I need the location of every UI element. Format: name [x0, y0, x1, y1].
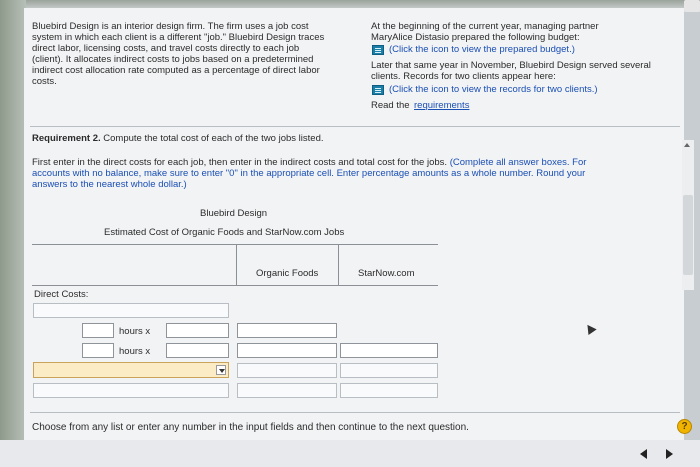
- intro-left-line-4: (client). It allocates indirect costs to jobs based on a predetermined: [32, 54, 314, 65]
- instructions-line-2: accounts with no balance, make sure to enter "0" in the appropriate cell. Enter percentage amounts as a whole number. Round your: [32, 168, 586, 179]
- chevron-down-icon[interactable]: [216, 365, 226, 375]
- hours-input-2[interactable]: [82, 343, 114, 358]
- instructions-line-1-text: First enter in the direct costs for each job, then enter in the indirect costs and total cost for the jobs.: [32, 157, 448, 168]
- requirement-text: Compute the total cost of each of the two jobs listed.: [103, 133, 324, 144]
- col-header-starnow: StarNow.com: [358, 268, 415, 279]
- table-header-rule: [32, 285, 438, 286]
- organic-foods-row-2-input[interactable]: [237, 323, 337, 338]
- photo-edge-left: [0, 0, 26, 467]
- hours-input-1[interactable]: [82, 323, 114, 338]
- intro-left-line-3: direct labor, licensing costs, and travel costs directly to each job: [32, 43, 300, 54]
- hours-x-label-1: hours x: [119, 326, 151, 337]
- table-subtitle: Estimated Cost of Organic Foods and StarNow.com Jobs: [104, 227, 345, 238]
- help-button[interactable]: ?: [677, 419, 692, 434]
- requirement-label: Requirement 2.: [32, 133, 101, 144]
- rate-input-1[interactable]: [166, 323, 229, 338]
- col-header-organic-foods: Organic Foods: [256, 268, 319, 279]
- records-link[interactable]: (Click the icon to view the records for two clients.): [389, 84, 598, 95]
- direct-cost-account-dropdown[interactable]: [33, 362, 229, 378]
- budget-table-icon[interactable]: [372, 45, 384, 55]
- records-table-icon[interactable]: [372, 85, 384, 95]
- direct-costs-label: Direct Costs:: [34, 289, 89, 300]
- intro-right-line-1: At the beginning of the current year, managing partner: [371, 21, 599, 32]
- bottom-nav-bar: [0, 440, 700, 467]
- read-the-label: Read the: [371, 100, 410, 111]
- starnow-row-3-input[interactable]: [340, 343, 438, 358]
- table-company: Bluebird Design: [200, 208, 268, 219]
- footer-divider: [30, 412, 680, 413]
- next-question-icon[interactable]: [666, 449, 673, 459]
- intro-left-line-2: system in which each client is a different "job." Bluebird Design traces: [32, 32, 325, 43]
- intro-left-line-6: costs.: [32, 76, 57, 87]
- budget-link[interactable]: (Click the icon to view the prepared budget.): [389, 44, 575, 55]
- instructions-line-1: [32, 157, 586, 168]
- window-corner-icon: [684, 0, 700, 12]
- intro-right-line-4: clients. Records for two clients appear here:: [371, 71, 556, 82]
- scrollbar-thumb[interactable]: [683, 195, 693, 275]
- table-top-rule: [32, 244, 438, 245]
- previous-question-icon[interactable]: [640, 449, 647, 459]
- footer-prompt: Choose from any list or enter any number in the input fields and then continue to the next question.: [32, 422, 469, 433]
- requirement-line: [32, 133, 324, 144]
- table-col-divider-1: [236, 244, 237, 286]
- intro-left-line-1: Bluebird Design is an interior design firm. The firm uses a job cost: [32, 21, 309, 32]
- intro-right-line-3: Later that same year in November, Bluebird Design served several: [371, 60, 651, 71]
- direct-cost-account-5-select[interactable]: [33, 383, 229, 398]
- table-col-divider-2: [338, 244, 339, 286]
- instructions-highlight: (Complete all answer boxes. For: [449, 157, 587, 168]
- organic-foods-row-3-input[interactable]: [237, 343, 337, 358]
- starnow-row-4-input[interactable]: [340, 363, 438, 378]
- organic-foods-row-4-input[interactable]: [237, 363, 337, 378]
- organic-foods-row-5-input[interactable]: [237, 383, 337, 398]
- hours-x-label-2: hours x: [119, 346, 151, 357]
- intro-right-line-2: MaryAlice Distasio prepared the following budget:: [371, 32, 580, 43]
- rate-input-2[interactable]: [166, 343, 229, 358]
- section-divider: [30, 126, 680, 127]
- scroll-up-arrow-icon[interactable]: [684, 143, 690, 147]
- starnow-row-5-input[interactable]: [340, 383, 438, 398]
- direct-cost-account-1-select[interactable]: [33, 303, 229, 318]
- requirements-link[interactable]: requirements: [414, 100, 470, 111]
- intro-left-line-5: indirect cost allocation rate computed as a percentage of direct labor: [32, 65, 320, 76]
- instructions-line-3: answers to the nearest whole dollar.): [32, 179, 187, 190]
